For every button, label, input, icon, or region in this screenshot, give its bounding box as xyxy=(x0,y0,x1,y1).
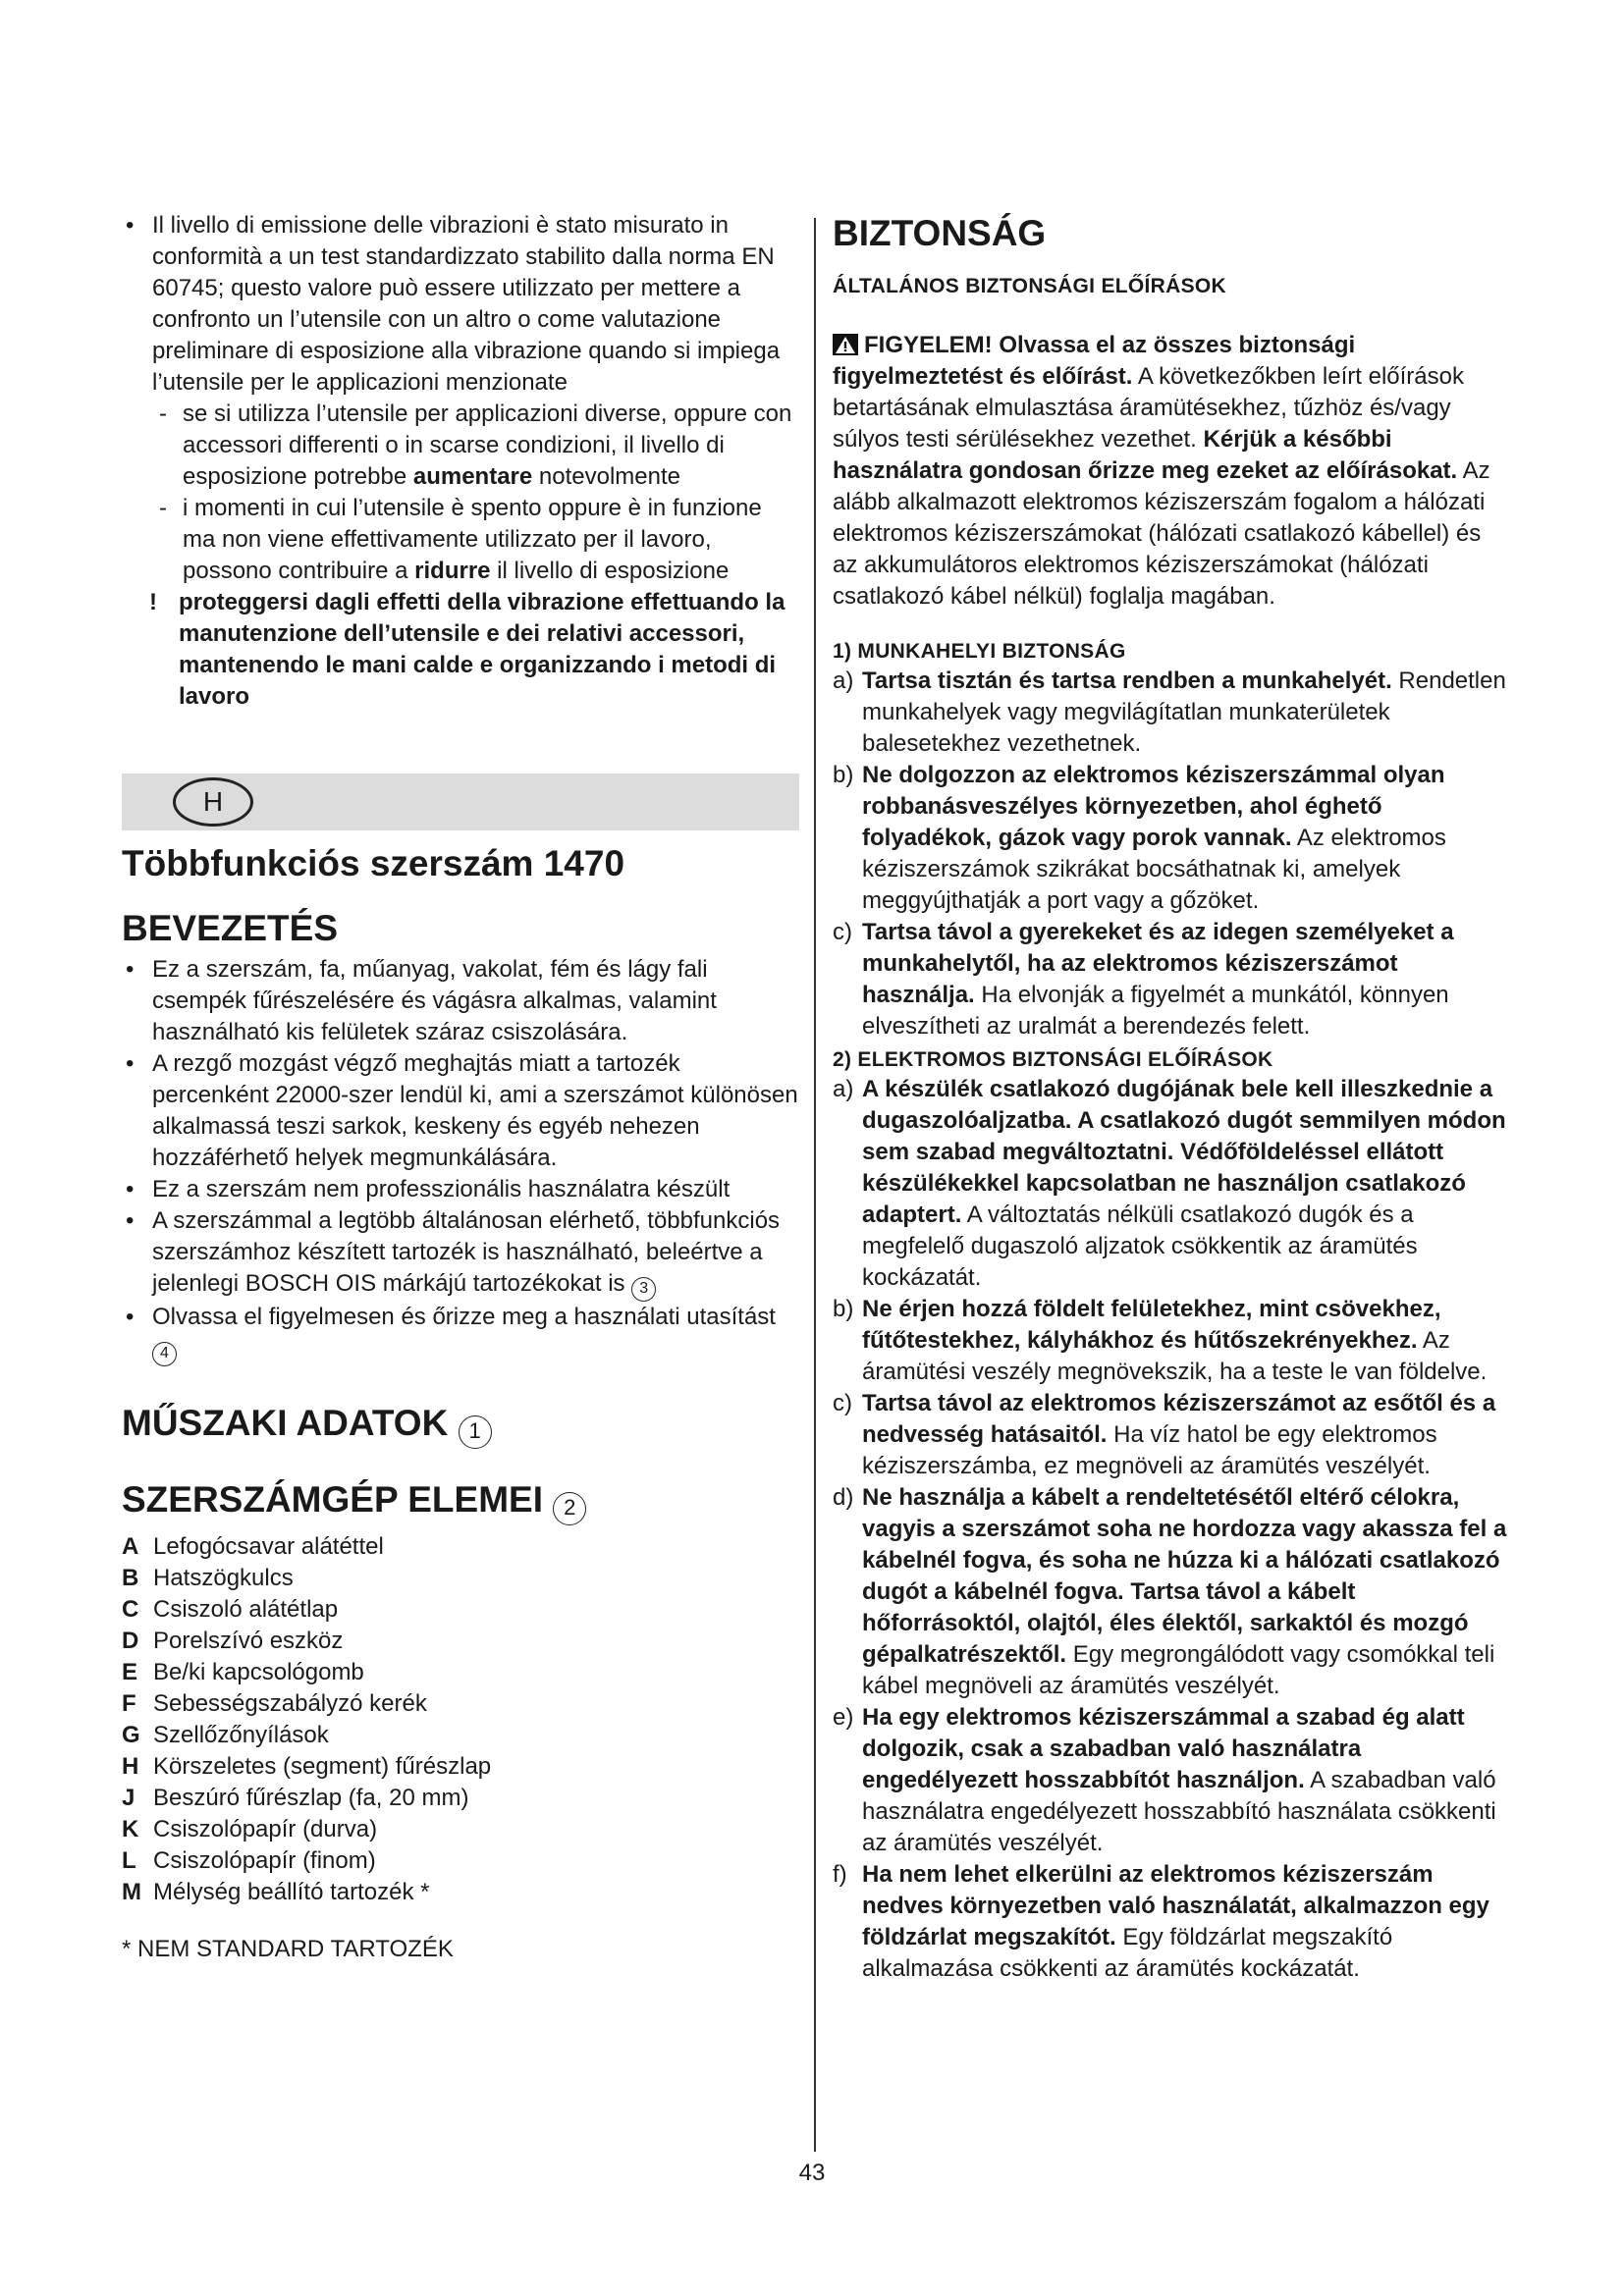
figure-ref-2: 2 xyxy=(553,1492,586,1525)
list-item: a) Tartsa tisztán és tartsa rendben a munkahelyét. Rendetlen munkahelyek vagy megvilágítatlan munkaterületek balesetekhez vezethetnek. xyxy=(833,667,1506,757)
list-item: • Ez a szerszám nem professzionális használatra készült xyxy=(126,1176,731,1202)
left-column xyxy=(122,210,799,1965)
list-item: D Porelszívó eszköz xyxy=(122,1628,344,1654)
list-item: A Lefogócsavar alátéttel xyxy=(122,1533,384,1560)
list-item: C Csiszoló alátétlap xyxy=(122,1596,339,1623)
vibration-dash-1: - se si utilizza l’utensile per applicazioni diverse, oppure con accessori differenti o in scarse condizioni, il livello di esposizione potrebbe aumentare notevolmente xyxy=(159,400,792,490)
warning-paragraph: FIGYELEM! Olvassa el az összes biztonsági figyelmeztetést és előírást. A következőkben leírt előírások betartásának elmulasztása áramütésekhez, tűzhöz és/vagy súlyos testi sérülésekhez vezethet. Kérjük a későbbi használatra gondosan őrizze meg ezeket az előírásokat. Az alább alkalmazott elektromos kéziszerszám fogalom a hálózati elektromos kéziszerszámokat (hálózati csatlakozó kábellel) és az akkumulátoros elektromos kéziszerszámokat (hálózati csatlakozó kábel nélkül) foglalja magában. xyxy=(833,332,1490,610)
list-item: F Sebességszabályzó kerék xyxy=(122,1690,427,1717)
warning-icon xyxy=(833,334,858,355)
list-item: e) Ha egy elektromos kéziszerszámmal a szabad ég alatt dolgozik, csak a szabadban való használatra engedélyezett hosszabbítót használjon. A szabadban való használatra engedélyezett hosszabbító használata csökkenti az áramütés veszélyét. xyxy=(833,1704,1496,1856)
parts-list xyxy=(122,1531,799,1908)
language-band xyxy=(122,774,799,830)
list-item: M Mélység beállító tartozék * xyxy=(122,1879,430,1905)
list-item: E Be/ki kapcsológomb xyxy=(122,1659,364,1685)
list-item: K Csiszolópapír (durva) xyxy=(122,1816,378,1842)
parts-heading: SZERSZÁMGÉP ELEMEI 2 xyxy=(122,1478,799,1525)
tech-data-heading: MŰSZAKI ADATOK 1 xyxy=(122,1402,799,1449)
list-item: G Szellőzőnyílások xyxy=(122,1722,329,1748)
list-item: b) Ne dolgozzon az elektromos kéziszerszámmal olyan robbanásveszélyes környezetben, ahol éghető folyadékok, gázok vagy porok vannak. Az elektromos kéziszerszámok szikrákat bocsáthatnak ki, amelyek meggyújthatják a port vagy a gőzöket. xyxy=(833,762,1446,914)
electrical-safety-list xyxy=(833,1074,1510,1985)
general-safety-heading: ÁLTALÁNOS BIZTONSÁGI ELŐÍRÁSOK xyxy=(833,275,1226,297)
list-item: c) Tartsa távol az elektromos kéziszerszámot az esőtől és a nedvesség hatásaitól. Ha víz hatol be egy elektromos kéziszerszámba, ez megnöveli az áramütés veszélyét. xyxy=(833,1390,1496,1479)
footnote: * NEM STANDARD TARTOZÉK xyxy=(122,1936,454,1962)
list-item: • Olvassa el figyelmesen és őrizze meg a használati utasítást 4 xyxy=(122,1302,799,1366)
list-item: H Körszeletes (segment) fűrészlap xyxy=(122,1753,492,1780)
list-item: c) Tartsa távol a gyerekeket és az idegen személyeket a munkahelytől, ha az elektromos kéziszerszámot használja. Ha elvonják a figyelmét a munkától, könnyen elveszítheti az uralmát a berendezés felett. xyxy=(833,919,1454,1040)
intro-list xyxy=(122,954,799,1366)
work-area-heading: 1) MUNKAHELYI BIZTONSÁG xyxy=(833,640,1126,663)
work-area-list xyxy=(833,666,1510,1042)
safety-heading: BIZTONSÁG xyxy=(833,213,1047,253)
list-item: B Hatszögkulcs xyxy=(122,1565,294,1591)
list-item: J Beszúró fűrészlap (fa, 20 mm) xyxy=(122,1785,469,1811)
vibration-protect: ! proteggersi dagli effetti della vibrazione effettuando la manutenzione dell’utensile e dei relativi accessori, mantenendo le mani calde e organizzando i metodi di lavoro xyxy=(149,589,785,710)
list-item: • A rezgő mozgást végző meghajtás miatt a tartozék percenként 22000-szer lendül ki, ami a szerszámot különösen alkalmassá teszi sarkok, keskeny és egyéb nehezen hozzáférhető helyek megmunkálására. xyxy=(126,1050,798,1171)
list-item: f) Ha nem lehet elkerülni az elektromos kéziszerszám nedves környezetben való használatát, alkalmazzon egy földzárlat megszakítót. Egy földzárlat megszakító alkalmazása csökkenti az áramütés kockázatát. xyxy=(833,1861,1489,1982)
column-divider xyxy=(814,218,816,2152)
product-title: Többfunkciós szerszám 1470 xyxy=(122,843,625,883)
list-item: b) Ne érjen hozzá földelt felületekhez, mint csövekhez, fűtőtestekhez, kályhákhoz és hűtőszekrényekhez. Az áramütési veszély megnövekszik, ha a teste le van földelve. xyxy=(833,1296,1488,1385)
list-item: L Csiszolópapír (finom) xyxy=(122,1847,376,1874)
list-item: • A szerszámmal a legtöbb általánosan elérhető, többfunkciós szerszámhoz készített tartozék is használható, beleértve a jelenlegi BOSCH OIS márkájú tartozékokat is 3 xyxy=(122,1205,799,1302)
electrical-safety-heading: 2) ELEKTROMOS BIZTONSÁGI ELŐÍRÁSOK xyxy=(833,1048,1273,1071)
figure-ref-3: 3 xyxy=(631,1277,656,1302)
right-column xyxy=(833,210,1510,1985)
figure-ref-1: 1 xyxy=(459,1415,492,1449)
language-badge: H xyxy=(173,777,253,827)
vibration-dash-2: - i momenti in cui l’utensile è spento oppure è in funzione ma non viene effettivamente utilizzato per il lavoro, possono contribuire a ridurre il livello di esposizione xyxy=(159,495,762,584)
list-item: d) Ne használja a kábelt a rendeltetésétől eltérő célokra, vagyis a szerszámot soha ne hordozza vagy akassza fel a kábelnél fogva, és soha ne húzza ki a hálózati csatlakozó dugót a kábelnél fogva. Tartsa távol a kábelt hőforrásoktól, olajtól, éles élektől, sarkaktól és mozgó gépalkatrészektől. Egy megrongálódott vagy csomókkal teli kábel megnöveli az áramütés veszélyét. xyxy=(833,1484,1507,1699)
vibration-bullet: • Il livello di emissione delle vibrazioni è stato misurato in conformità a un test standardizzato stabilito dalla norma EN 60745; questo valore può essere utilizzato per mettere a confronto un l’utensile con un altro o come valutazione preliminare di esposizione alla vibrazione quando si impiega l’utensile per le applicazioni menzionate xyxy=(126,212,781,396)
intro-heading: BEVEZETÉS xyxy=(122,908,338,948)
figure-ref-4: 4 xyxy=(152,1342,177,1366)
list-item: • Ez a szerszám, fa, műanyag, vakolat, fém és lágy fali csempék fűrészelésére és vágásra alkalmas, valamint használható kis felületek száraz csiszolására. xyxy=(126,956,717,1045)
page-number: 43 xyxy=(798,2160,826,2186)
list-item: a) A készülék csatlakozó dugójának bele kell illeszkednie a dugaszolóaljzatba. A csatlakozó dugót semmilyen módon sem szabad megváltoztatni. Védőföldeléssel ellátott készülékekkel kapcsolatban ne használjon csatlakozó adaptert. A változtatás nélküli csatlakozó dugók és a megfelelő dugaszoló aljzatok csökkentik az áramütés kockázatát. xyxy=(833,1076,1506,1291)
